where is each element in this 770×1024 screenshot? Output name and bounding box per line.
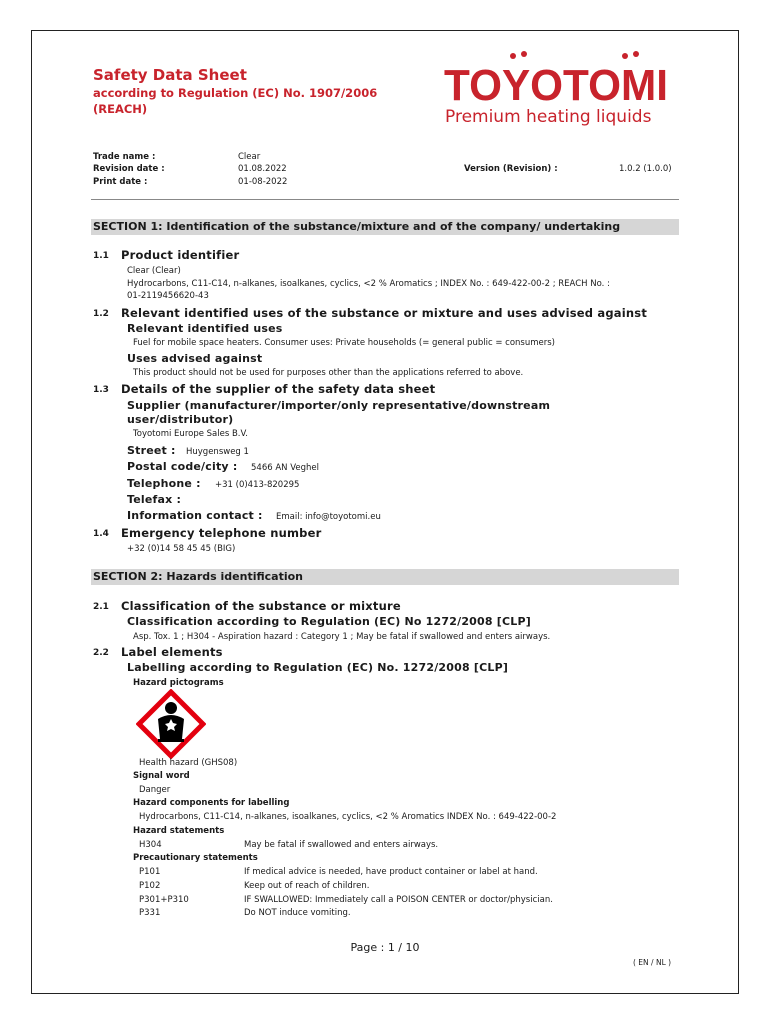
pictogram-caption: Health hazard (GHS08) <box>139 758 238 768</box>
section-1-4-title: Emergency telephone number <box>121 526 322 540</box>
version-value: 1.0.2 (1.0.0) <box>619 164 672 174</box>
precautionary-code: P102 <box>139 881 161 891</box>
section-1-2-number: 1.2 <box>93 309 109 319</box>
header-divider <box>91 199 679 200</box>
postal-value: 5466 AN Veghel <box>251 463 319 473</box>
telephone-label: Telephone : <box>127 477 201 490</box>
section-1-3-number: 1.3 <box>93 385 109 395</box>
hazard-components-label: Hazard components for labelling <box>133 798 290 808</box>
print-date-value: 01-08-2022 <box>238 177 288 187</box>
print-date-label: Print date : <box>93 177 148 187</box>
hazard-statement-code: H304 <box>139 840 162 850</box>
document-title: Safety Data Sheet <box>93 66 247 84</box>
classification-text: Asp. Tox. 1 ; H304 - Aspiration hazard : Category 1 ; May be fatal if swallowed and enters airways. <box>133 632 551 642</box>
emergency-number: +32 (0)14 58 45 45 (BIG) <box>127 544 236 554</box>
precautionary-text: IF SWALLOWED: Immediately call a POISON CENTER or doctor/physician. <box>244 895 553 905</box>
hazard-statement-text: May be fatal if swallowed and enters airways. <box>244 840 439 850</box>
logo-tagline: Premium heating liquids <box>445 107 652 127</box>
supplier-heading-line-1: Supplier (manufacturer/importer/only representative/downstream <box>127 399 551 412</box>
street-value: Huygensweg 1 <box>186 447 249 457</box>
telefax-label: Telefax : <box>127 493 182 506</box>
precautionary-text: If medical advice is needed, have product container or label at hand. <box>244 867 538 877</box>
supplier-heading-line-2: user/distributor) <box>127 413 234 426</box>
section-2-1-title: Classification of the substance or mixture <box>121 599 401 613</box>
precautionary-statements-label: Precautionary statements <box>133 853 258 863</box>
section-1-4-number: 1.4 <box>93 529 109 539</box>
uses-advised-against-text: This product should not be used for purposes other than the applications referred to above. <box>133 368 524 378</box>
signal-word-label: Signal word <box>133 771 190 781</box>
clp-classification-heading: Classification according to Regulation (EC) No 1272/2008 [CLP] <box>127 615 531 628</box>
supplier-name: Toyotomi Europe Sales B.V. <box>133 429 248 439</box>
telephone-value: +31 (0)413-820295 <box>215 480 300 490</box>
information-contact-label: Information contact : <box>127 509 263 522</box>
precautionary-code: P331 <box>139 908 161 918</box>
logo-wordmark: TOYOTOMI <box>444 61 668 110</box>
subtitle-line-2: (REACH) <box>93 102 148 116</box>
postal-label: Postal code/city : <box>127 460 238 473</box>
relevant-uses-heading: Relevant identified uses <box>127 322 283 335</box>
subtitle-line-1: according to Regulation (EC) No. 1907/2006 <box>93 86 378 100</box>
revision-date-label: Revision date : <box>93 164 165 174</box>
hazard-pictograms-label: Hazard pictograms <box>133 678 224 688</box>
version-label: Version (Revision) : <box>464 164 558 174</box>
hazard-statements-label: Hazard statements <box>133 826 225 836</box>
section-1-3-title: Details of the supplier of the safety data sheet <box>121 382 436 396</box>
section-1-1-number: 1.1 <box>93 251 109 261</box>
section-2-header: SECTION 2: Hazards identification <box>91 569 679 585</box>
health-hazard-ghs08-icon <box>136 689 206 759</box>
section-2-2-title: Label elements <box>121 645 223 659</box>
precautionary-code: P101 <box>139 867 161 877</box>
page-number: Page : 1 / 10 <box>350 941 420 954</box>
signal-word-value: Danger <box>139 785 171 795</box>
hazard-components-value: Hydrocarbons, C11-C14, n-alkanes, isoalkanes, cyclics, <2 % Aromatics INDEX No. : 649-422-00-2 <box>139 812 557 822</box>
trade-name-value: Clear <box>238 152 261 162</box>
precautionary-text: Do NOT induce vomiting. <box>244 908 351 918</box>
section-2-2-number: 2.2 <box>93 648 109 658</box>
street-label: Street : <box>127 444 176 457</box>
product-identifier-line: Hydrocarbons, C11-C14, n-alkanes, isoalkanes, cyclics, <2 % Aromatics ; INDEX No. : 649-422-00-2 ; REACH No. : <box>127 279 610 289</box>
product-name: Clear (Clear) <box>127 266 181 276</box>
section-1-1-title: Product identifier <box>121 248 240 262</box>
relevant-uses-text: Fuel for mobile space heaters. Consumer uses: Private households (= general public = consumers) <box>133 338 555 348</box>
uses-advised-against-heading: Uses advised against <box>127 352 263 365</box>
precautionary-code: P301+P310 <box>139 895 189 905</box>
revision-date-value: 01.08.2022 <box>238 164 287 174</box>
trade-name-label: Trade name : <box>93 152 156 162</box>
section-2-1-number: 2.1 <box>93 602 109 612</box>
section-1-header: SECTION 1: Identification of the substance/mixture and of the company/ undertaking <box>91 219 679 235</box>
reach-number: 01-2119456620-43 <box>127 291 209 301</box>
clp-labelling-heading: Labelling according to Regulation (EC) No. 1272/2008 [CLP] <box>127 661 509 674</box>
section-1-2-title: Relevant identified uses of the substance or mixture and uses advised against <box>121 306 648 320</box>
information-contact-value: Email: info@toyotomi.eu <box>276 512 381 522</box>
document-subtitle <box>93 85 377 117</box>
precautionary-text: Keep out of reach of children. <box>244 881 370 891</box>
language-indicator: ( EN / NL ) <box>633 958 672 967</box>
